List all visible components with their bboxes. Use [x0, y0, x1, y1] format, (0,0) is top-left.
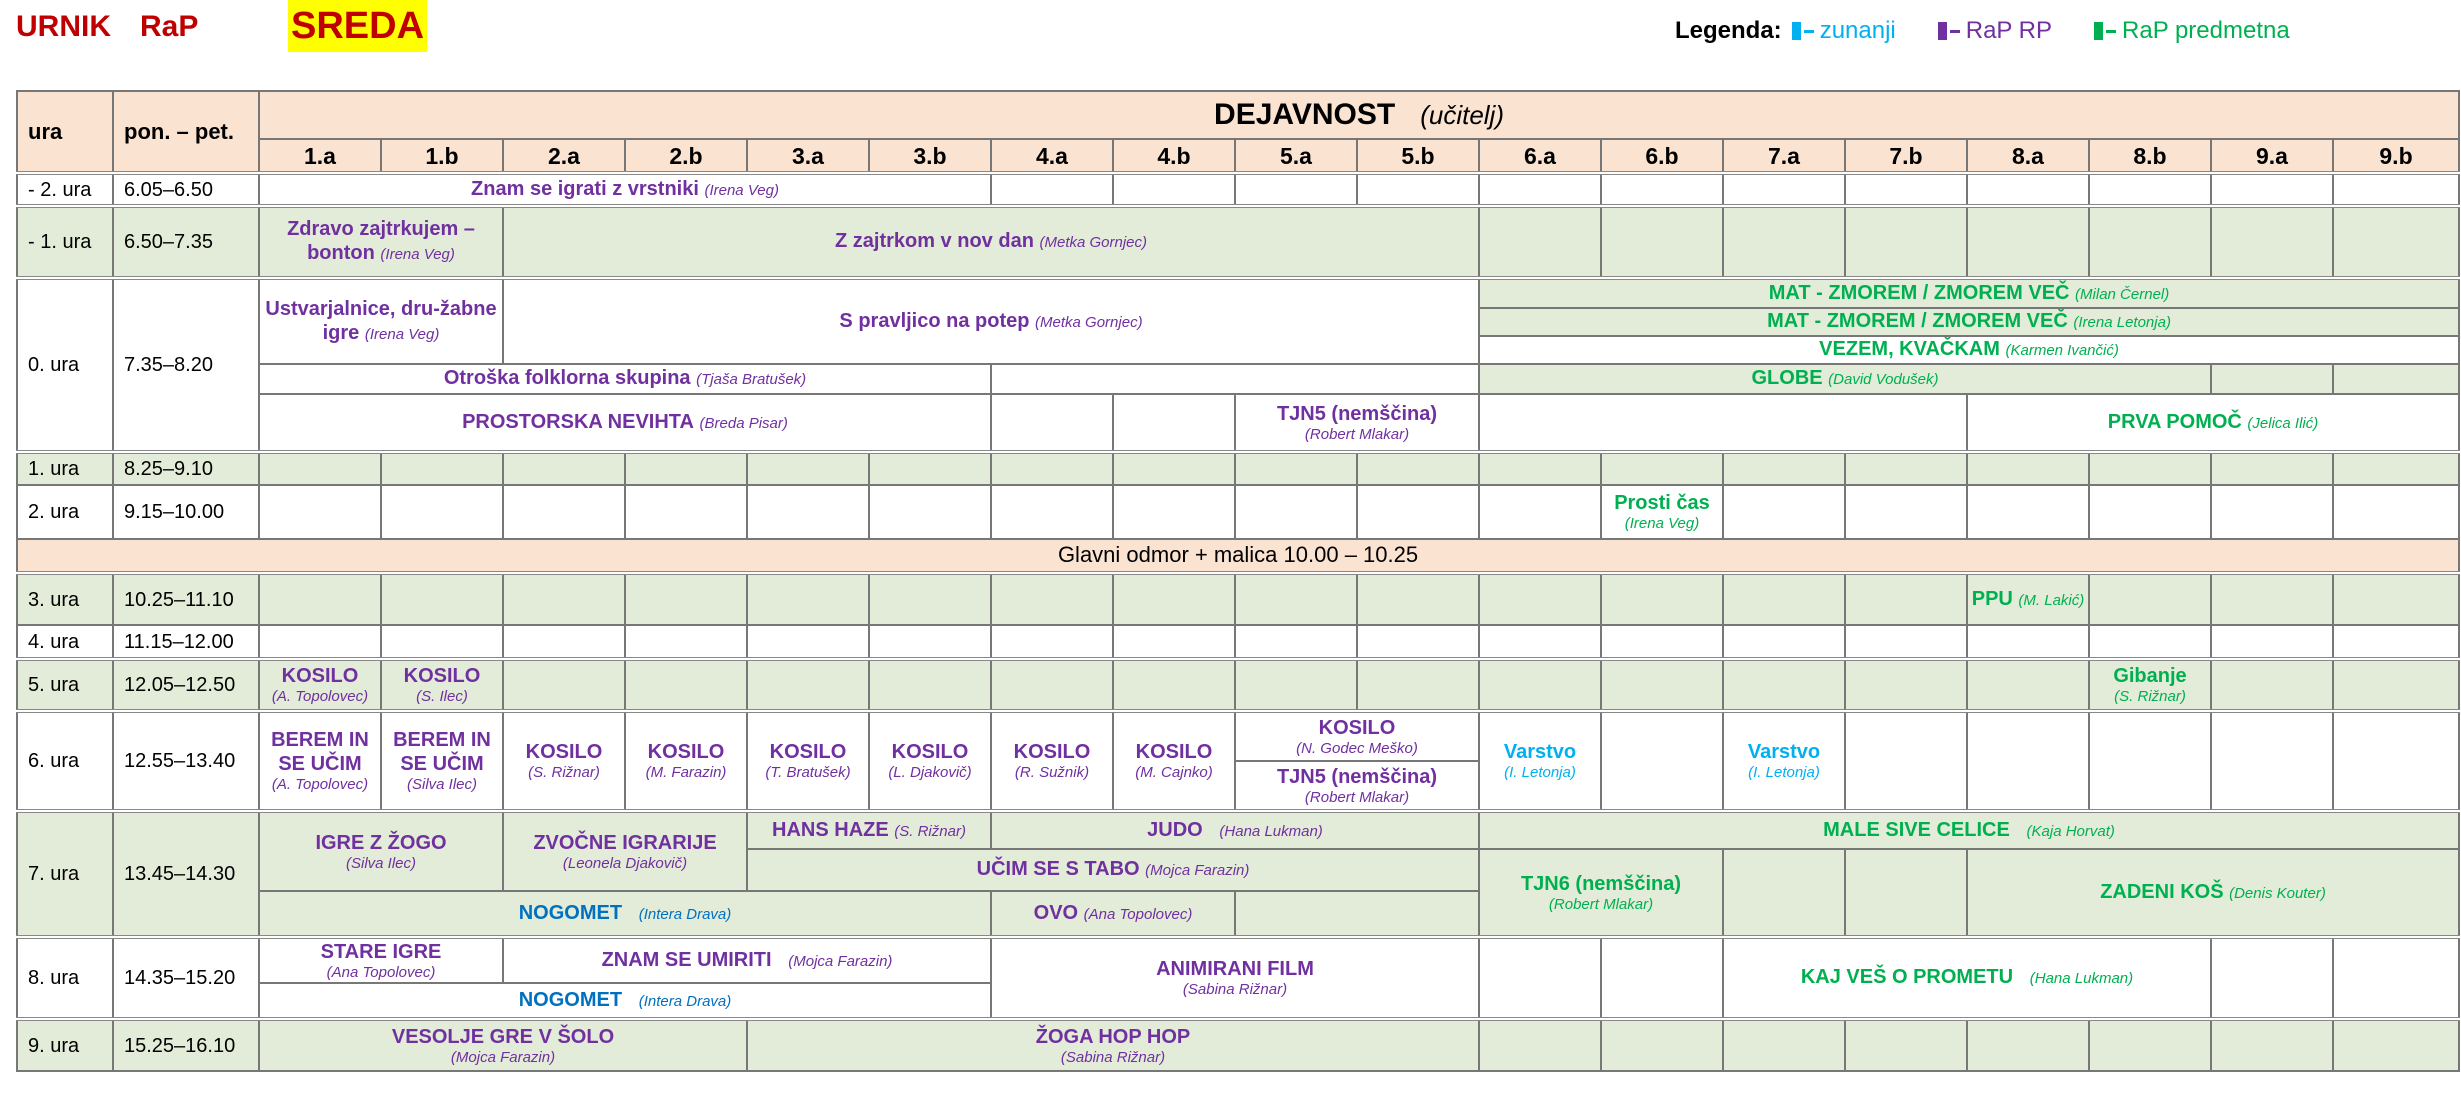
legend-text-rp: RaP RP [1965, 17, 2053, 44]
hour-label: 7. ura [17, 811, 113, 937]
legend-text-predmetna: RaP predmetna [2122, 17, 2290, 44]
dejavnost-label: DEJAVNOST [1214, 98, 1396, 131]
col-header-time: pon. – pet. [113, 91, 259, 173]
legend-dash-icon [2106, 30, 2116, 33]
class-header: 5.b [1357, 139, 1479, 173]
class-header: 3.a [747, 139, 869, 173]
activity-cell: NOGOMET (Intera Drava) [259, 891, 991, 937]
activity-cell: MAT - ZMOREM / ZMOREM VEČ (Irena Letonja) [1479, 308, 2459, 336]
activity-cell: KOSILO (L. Djakovič) [869, 711, 991, 811]
class-header: 7.a [1723, 139, 1845, 173]
activity-cell: KOSILO (S. Rižnar) [503, 711, 625, 811]
hour-label: 1. ura [17, 452, 113, 485]
class-header: 4.a [991, 139, 1113, 173]
hour-label: 6. ura [17, 711, 113, 811]
activity-cell: Gibanje (S. Rižnar) [2089, 659, 2211, 711]
activity-cell: VESOLJE GRE V ŠOLO (Mojca Farazin) [259, 1019, 747, 1071]
activity-cell: GLOBE (David Vodušek) [1479, 364, 2211, 394]
hour-label: 0. ura [17, 278, 113, 452]
activity-cell: TJN5 (nemščina) (Robert Mlakar) [1235, 394, 1479, 452]
activity-cell: VEZEM, KVAČKAM (Karmen Ivančić) [1479, 336, 2459, 364]
activity-cell: Varstvo (I. Letonja) [1479, 711, 1601, 811]
hour-label: - 2. ura [17, 173, 113, 206]
legend-item-zunanji [1792, 17, 1896, 45]
legend-item-predmetna [2094, 17, 2290, 45]
legend-dash-icon [1804, 30, 1814, 33]
activity-cell: Z zajtrkom v nov dan (Metka Gornjec) [503, 206, 1479, 278]
class-header: 6.b [1601, 139, 1723, 173]
activity-cell: ANIMIRANI FILM (Sabina Rižnar) [991, 937, 1479, 1019]
activity-cell: PPU (M. Lakić) [1967, 573, 2089, 625]
activity-cell: BEREM IN SE UČIM (A. Topolovec) [259, 711, 381, 811]
legend-bar-icon [1792, 22, 1801, 40]
hour-label: 4. ura [17, 625, 113, 659]
legend-label: Legenda: [1675, 17, 1782, 44]
title-rap: RaP [140, 10, 199, 43]
activity-cell: S pravljico na potep (Metka Gornjec) [503, 278, 1479, 364]
time-label: 12.55–13.40 [113, 711, 259, 811]
title-day: SREDA [288, 0, 427, 52]
activity-cell: KOSILO (S. Ilec) [381, 659, 503, 711]
class-header: 6.a [1479, 139, 1601, 173]
activity-cell: HANS HAZE (S. Rižnar) [747, 811, 991, 849]
class-header: 9.b [2333, 139, 2459, 173]
activity-cell: TJN6 (nemščina) (Robert Mlakar) [1479, 849, 1723, 937]
class-header: 7.b [1845, 139, 1967, 173]
legend-bar-icon [2094, 22, 2103, 40]
time-label: 8.25–9.10 [113, 452, 259, 485]
hour-label: 3. ura [17, 573, 113, 625]
activity-cell: KOSILO (M. Cajnko) [1113, 711, 1235, 811]
hour-label: - 1. ura [17, 206, 113, 278]
time-label: 7.35–8.20 [113, 278, 259, 452]
activity-cell: TJN5 (nemščina) (Robert Mlakar) [1235, 761, 1479, 811]
schedule-table [16, 90, 2460, 1072]
activity-cell: Varstvo (I. Letonja) [1723, 711, 1845, 811]
ucitelj-label: (učitelj) [1420, 100, 1504, 130]
title-urnik: URNIK [16, 10, 111, 43]
time-label: 15.25–16.10 [113, 1019, 259, 1071]
activity-cell: ZNAM SE UMIRITI (Mojca Farazin) [503, 937, 991, 983]
time-label: 13.45–14.30 [113, 811, 259, 937]
hour-label: 9. ura [17, 1019, 113, 1071]
class-header: 8.a [1967, 139, 2089, 173]
activity-cell: PROSTORSKA NEVIHTA (Breda Pisar) [259, 394, 991, 452]
activity-cell: JUDO (Hana Lukman) [991, 811, 1479, 849]
class-header: 4.b [1113, 139, 1235, 173]
activity-cell: ZADENI KOŠ (Denis Kouter) [1967, 849, 2459, 937]
class-header: 8.b [2089, 139, 2211, 173]
activity-cell: MALE SIVE CELICE (Kaja Horvat) [1479, 811, 2459, 849]
activity-cell: BEREM IN SE UČIM (Silva Ilec) [381, 711, 503, 811]
activity-cell: KOSILO (N. Godec Meško) [1235, 711, 1479, 761]
legend-dash-icon [1950, 30, 1960, 33]
legend-item-rp [1938, 17, 2052, 45]
class-header: 9.a [2211, 139, 2333, 173]
activity-cell: Zdravo zajtrkujem – bonton (Irena Veg) [259, 206, 503, 278]
legend [1675, 14, 2332, 48]
col-header-ura: ura [17, 91, 113, 173]
hour-label: 2. ura [17, 485, 113, 539]
time-label: 12.05–12.50 [113, 659, 259, 711]
time-label: 6.05–6.50 [113, 173, 259, 206]
class-header: 1.a [259, 139, 381, 173]
class-header: 3.b [869, 139, 991, 173]
activity-cell: UČIM SE S TABO (Mojca Farazin) [747, 849, 1479, 891]
time-label: 9.15–10.00 [113, 485, 259, 539]
activity-cell: KOSILO (M. Farazin) [625, 711, 747, 811]
break-row: Glavni odmor + malica 10.00 – 10.25 [17, 539, 2459, 573]
activity-cell: Prosti čas (Irena Veg) [1601, 485, 1723, 539]
activity-cell: MAT - ZMOREM / ZMOREM VEČ (Milan Černel) [1479, 278, 2459, 308]
activity-cell: Otroška folklorna skupina (Tjaša Bratušek) [259, 364, 991, 394]
activity-cell: PRVA POMOČ (Jelica Ilić) [1967, 394, 2459, 452]
activity-cell: KAJ VEŠ O PROMETU (Hana Lukman) [1723, 937, 2211, 1019]
legend-bar-icon [1938, 22, 1947, 40]
activity-cell: NOGOMET (Intera Drava) [259, 983, 991, 1019]
activity-cell: Ustvarjalnice, dru-žabne igre (Irena Veg) [259, 278, 503, 364]
activity-cell: IGRE Z ŽOGO (Silva Ilec) [259, 811, 503, 891]
header-dejavnost [259, 91, 2459, 139]
class-header: 2.b [625, 139, 747, 173]
activity-cell: KOSILO (R. Sužnik) [991, 711, 1113, 811]
time-label: 6.50–7.35 [113, 206, 259, 278]
activity-cell: STARE IGRE (Ana Topolovec) [259, 937, 503, 983]
hour-label: 8. ura [17, 937, 113, 1019]
time-label: 10.25–11.10 [113, 573, 259, 625]
time-label: 11.15–12.00 [113, 625, 259, 659]
activity-cell: KOSILO (A. Topolovec) [259, 659, 381, 711]
class-header: 2.a [503, 139, 625, 173]
activity-cell: ŽOGA HOP HOP (Sabina Rižnar) [747, 1019, 1479, 1071]
class-header: 5.a [1235, 139, 1357, 173]
activity-cell: OVO (Ana Topolovec) [991, 891, 1235, 937]
hour-label: 5. ura [17, 659, 113, 711]
activity-cell: KOSILO (T. Bratušek) [747, 711, 869, 811]
activity-cell: Znam se igrati z vrstniki (Irena Veg) [259, 173, 991, 206]
class-header: 1.b [381, 139, 503, 173]
time-label: 14.35–15.20 [113, 937, 259, 1019]
legend-text-zunanji: zunanji [1819, 17, 1896, 44]
activity-cell: ZVOČNE IGRARIJE (Leonela Djakovič) [503, 811, 747, 891]
